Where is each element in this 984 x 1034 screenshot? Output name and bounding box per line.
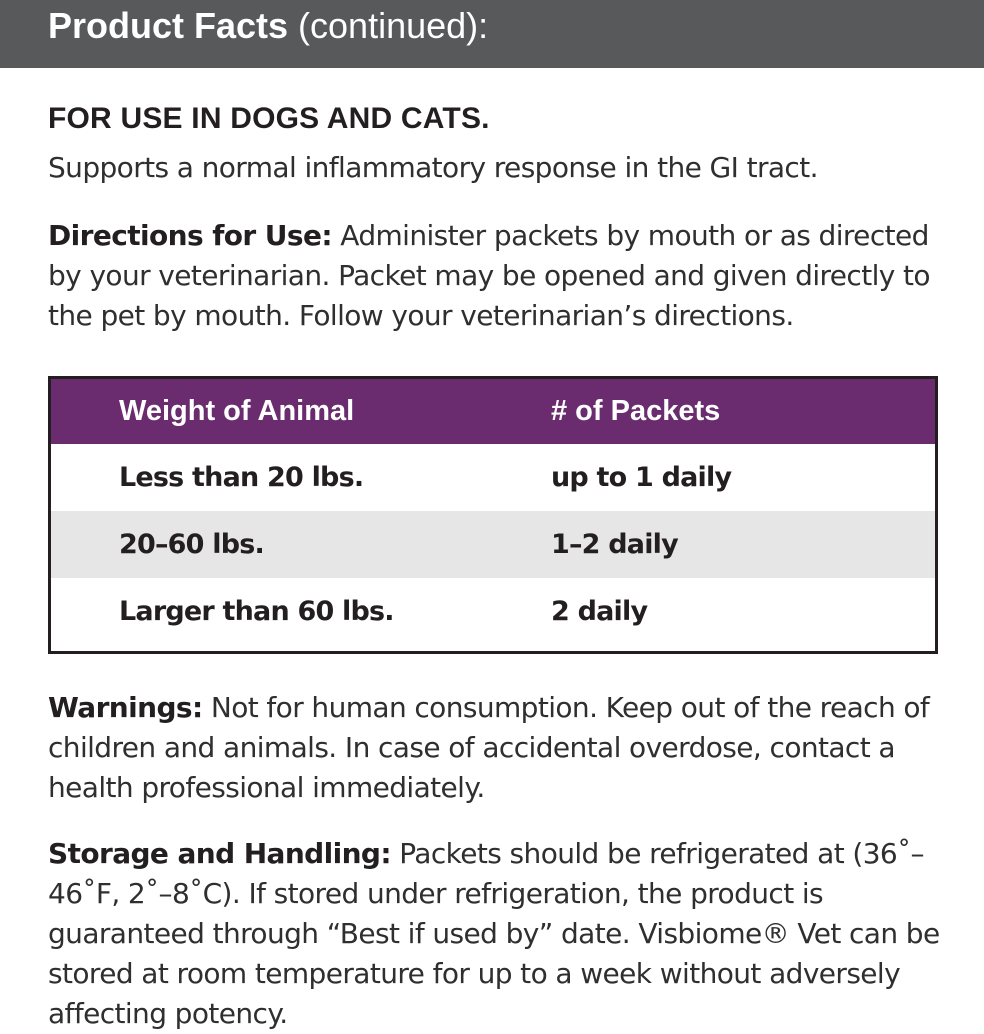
weight-cell: 20–60 lbs. (119, 529, 264, 560)
intro-block (48, 100, 948, 336)
section-header (0, 0, 984, 68)
table-row (51, 578, 935, 645)
packets-cell: 2 daily (551, 596, 648, 627)
header-weight-of-animal: Weight of Animal (119, 395, 355, 427)
warnings-paragraph (48, 688, 958, 808)
header-number-of-packets: # of Packets (551, 395, 721, 427)
storage-label: Storage and Handling: (48, 837, 391, 870)
weight-cell: Larger than 60 lbs. (119, 596, 394, 627)
packets-cell: 1–2 daily (551, 529, 678, 560)
warnings-label: Warnings: (48, 691, 203, 724)
supports-text: Supports a normal inflammatory response in the GI tract. (48, 151, 818, 184)
usage-heading: FOR USE IN DOGS AND CATS. (48, 102, 490, 135)
table-row (51, 444, 935, 511)
directions-paragraph (48, 216, 948, 336)
directions-text: Administer packets by mouth or as directed by your veterinarian. Packet may be opened and given directly to the pet by mouth. Follow your veterinarian’s directions. (48, 219, 930, 332)
dosing-table (48, 376, 938, 654)
table-row (51, 511, 935, 578)
section-title-continued: (continued): (288, 5, 489, 46)
storage-text: Packets should be refrigerated at (36˚–46˚F, 2˚–8˚C). If stored under refrigeration, the product is guaranteed through “Best if used by” date. Visbiome® Vet can be stored at room temperature for up to a week without adversely affecting potency. (48, 837, 940, 1030)
weight-cell: Less than 20 lbs. (119, 462, 364, 493)
warnings-text: Not for human consumption. Keep out of the reach of children and animals. In case of accidental overdose, contact a health professional immediately. (48, 691, 930, 804)
section-title-bold: Product Facts (48, 5, 289, 46)
table-header-row (51, 379, 935, 444)
directions-label: Directions for Use: (48, 219, 332, 252)
packets-cell: up to 1 daily (551, 462, 732, 493)
storage-paragraph (48, 834, 978, 1034)
section-title (48, 4, 488, 48)
